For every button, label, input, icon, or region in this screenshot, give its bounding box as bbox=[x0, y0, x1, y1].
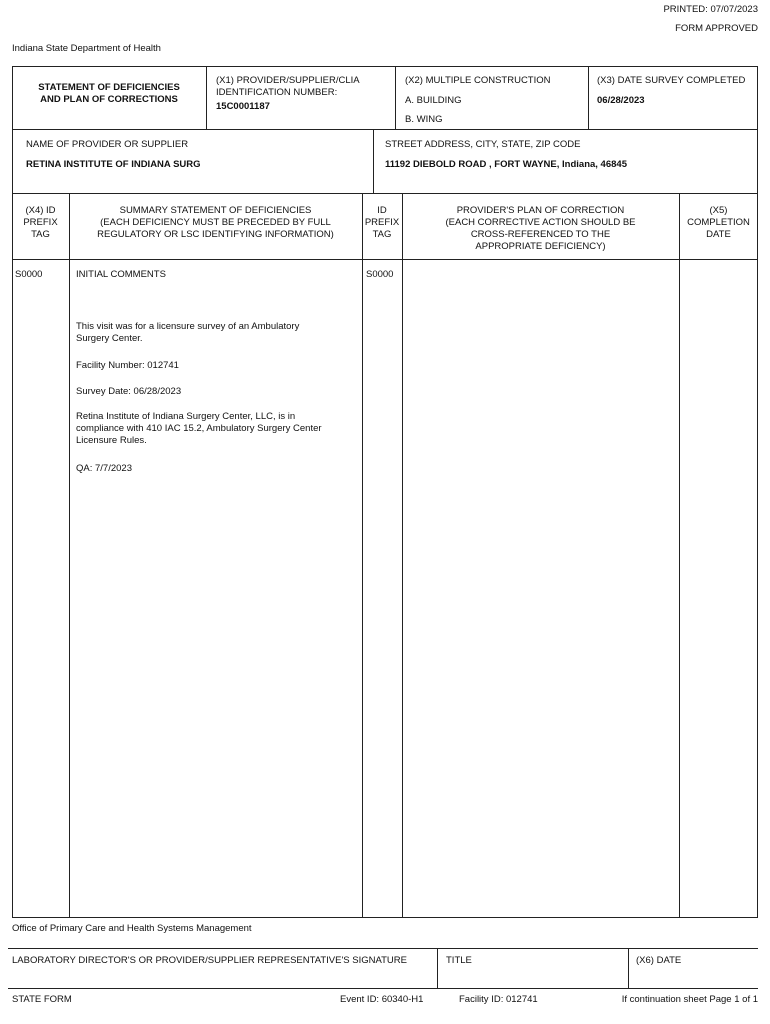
statement-title: STATEMENT OF DEFICIENCIES AND PLAN OF CORRECTIONS bbox=[38, 82, 180, 105]
form-approved: FORM APPROVED bbox=[675, 23, 758, 34]
facility-id: Facility ID: 012741 bbox=[459, 994, 538, 1005]
col-plan-of-correction: PROVIDER'S PLAN OF CORRECTION (EACH CORRECTIVE ACTION SHOULD BE CROSS-REFERENCED TO THE APPROPRIATE DEFICIENCY) bbox=[445, 205, 636, 252]
x2-label: (X2) MULTIPLE CONSTRUCTION bbox=[405, 75, 551, 86]
x3-value: 06/28/2023 bbox=[597, 95, 645, 106]
office-name: Office of Primary Care and Health Systems Management bbox=[12, 923, 252, 934]
printed-date: PRINTED: 07/07/2023 bbox=[663, 4, 758, 15]
entry-paragraph: Facility Number: 012741 bbox=[76, 360, 179, 371]
entry-paragraph: Survey Date: 06/28/2023 bbox=[76, 386, 182, 397]
x3-label: (X3) DATE SURVEY COMPLETED bbox=[597, 75, 746, 86]
deficiency-table bbox=[12, 193, 758, 918]
state-form: STATE FORM bbox=[12, 994, 72, 1005]
tag-right: S0000 bbox=[366, 269, 394, 280]
address-value: 11192 DIEBOLD ROAD , FORT WAYNE, Indiana, 46845 bbox=[385, 159, 627, 170]
x1-label: (X1) PROVIDER/SUPPLIER/CLIA IDENTIFICATION NUMBER: bbox=[216, 75, 360, 98]
signature-label: LABORATORY DIRECTOR'S OR PROVIDER/SUPPLIER REPRESENTATIVE'S SIGNATURE bbox=[12, 955, 407, 966]
address-label: STREET ADDRESS, CITY, STATE, ZIP CODE bbox=[385, 139, 581, 150]
x1-value: 15C0001187 bbox=[216, 101, 270, 112]
tag-left: S0000 bbox=[15, 269, 43, 280]
entry-paragraph: This visit was for a licensure survey of an Ambulatory Surgery Center. bbox=[76, 321, 300, 344]
continuation-page: If continuation sheet Page 1 of 1 bbox=[621, 994, 758, 1005]
entry-heading: INITIAL COMMENTS bbox=[76, 269, 166, 280]
col-summary-statement: SUMMARY STATEMENT OF DEFICIENCIES (EACH DEFICIENCY MUST BE PRECEDED BY FULL REGULATORY OR LSC IDENTIFYING INFORMATION) bbox=[97, 205, 334, 240]
provider-name-value: RETINA INSTITUTE OF INDIANA SURG bbox=[26, 159, 201, 170]
event-id: Event ID: 60340-H1 bbox=[340, 994, 424, 1005]
x2-wing: B. WING bbox=[405, 114, 443, 125]
entry-paragraph: QA: 7/7/2023 bbox=[76, 463, 132, 474]
x2-building: A. BUILDING bbox=[405, 95, 462, 106]
entry-paragraph: Retina Institute of Indiana Surgery Center, LLC, is in compliance with 410 IAC 15.2, Ambulatory Surgery Center Licensure Rules. bbox=[76, 411, 322, 446]
col-x5-completion-date: (X5) COMPLETION DATE bbox=[687, 205, 750, 240]
x6-date-label: (X6) DATE bbox=[636, 955, 682, 966]
agency-name: Indiana State Department of Health bbox=[12, 43, 161, 54]
col-x4-id-prefix-tag: (X4) ID PREFIX TAG bbox=[23, 205, 58, 240]
col-id-prefix-tag: ID PREFIX TAG bbox=[364, 205, 400, 240]
title-label: TITLE bbox=[446, 955, 472, 966]
provider-name-label: NAME OF PROVIDER OR SUPPLIER bbox=[26, 139, 189, 150]
